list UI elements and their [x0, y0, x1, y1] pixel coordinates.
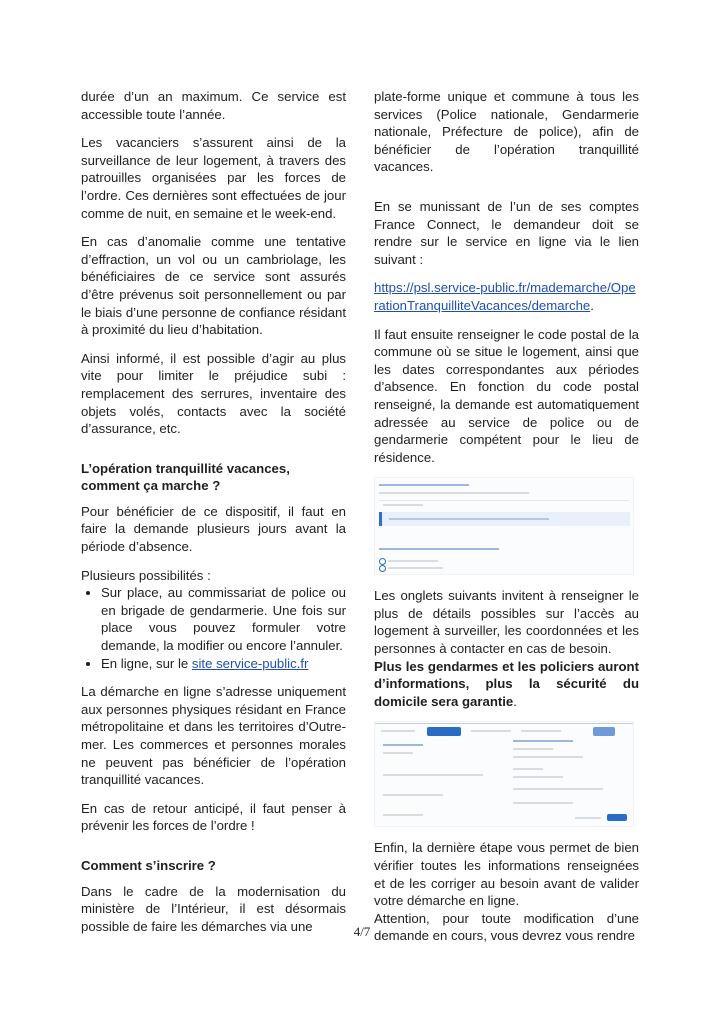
page-number: 4/7 — [353, 924, 371, 939]
left-column — [81, 88, 346, 946]
screenshot-line — [513, 802, 573, 804]
screenshot-tab — [471, 730, 511, 732]
screenshot-line — [383, 504, 423, 506]
paragraph: Pour bénéficier de ce dispositif, il faut en faire la demande plusieurs jours avant la période d’absence. — [81, 503, 346, 555]
screenshot-field — [379, 500, 629, 501]
paragraph: durée d’un an maximum. Ce service est accessible toute l’année. — [81, 89, 346, 122]
section-heading: Comment s’inscrire ? — [81, 857, 216, 873]
highlight-paragraph — [374, 658, 639, 711]
screenshot-line — [389, 518, 549, 520]
paragraph: Les vacanciers s’assurent ainsi de la surveillance de leur logement, à travers des patrouilles organisées par les forces de l’ordre. Ces dernières sont effectuées de jour comme de nuit, en semaine et le week-end. — [81, 135, 346, 221]
screenshot-divider — [375, 723, 633, 724]
screenshot-line — [575, 817, 601, 819]
list-item-text: En ligne, sur le — [101, 655, 192, 671]
link-paragraph — [374, 279, 639, 314]
screenshot-active-tab — [427, 727, 461, 736]
screenshot-line — [383, 814, 423, 816]
highlight-end: . — [513, 693, 517, 709]
screenshot-line — [379, 484, 469, 486]
screenshot-line — [513, 740, 573, 742]
screenshot-tab — [381, 730, 415, 732]
screenshot-line — [379, 492, 529, 494]
screenshot-line — [513, 776, 563, 778]
screenshot-line — [383, 774, 483, 776]
screenshot-tab — [593, 727, 615, 736]
paragraph: La démarche en ligne s’adresse uniquement aux personnes physiques résidant en France métropolitaine et dans les territoires d’Outre-mer. Les commerces et personnes morales ne peuvent pas bénéficier de l’opération tranquillité vacances. — [81, 684, 346, 788]
otv-demarche-link[interactable]: https://psl.service-public.fr/mademarche/OperationTranquilliteVacances/demarche — [374, 280, 636, 313]
screenshot-line — [513, 756, 583, 758]
screenshot-line — [388, 567, 443, 569]
paragraph: Les onglets suivants invitent à renseigner le plus de détails possibles sur l’accès au logement à surveiller, les coordonnées et les personnes à contacter en cas de besoin. — [374, 588, 639, 657]
options-list — [81, 584, 346, 672]
paragraph: Enfin, la dernière étape vous permet de bien vérifier toutes les informations renseignées et de les corriger au besoin avant de valider votre démarche en ligne. — [374, 840, 639, 909]
right-column — [374, 88, 639, 956]
paragraph: Attention, pour toute modification d’une demande en cours, vous devrez vous rendre — [374, 910, 639, 944]
paragraph: En cas d’anomalie comme une tentative d’effraction, un vol ou un cambriolage, les bénéficiaires de ce service sont assurés d’être prévenus soit personnellement ou par le biais d’une personne de confiance résidant à proximité du lieu d’habitation. — [81, 234, 346, 338]
screenshot-line — [379, 548, 499, 550]
screenshot-line — [513, 748, 553, 750]
service-public-link[interactable]: site service-public.fr — [191, 655, 309, 671]
screenshot-tab — [521, 730, 561, 732]
screenshot-radio — [379, 558, 386, 565]
screenshot-line — [388, 560, 438, 562]
paragraph: Plusieurs possibilités : — [81, 567, 211, 583]
screenshot-line — [513, 788, 603, 790]
paragraph: plate-forme unique et commune à tous les services (Police nationale, Gendarmerie nationale, Préfecture de police), afin de bénéficier de l’opération tranquillité vacances. — [374, 89, 639, 175]
form-screenshot — [374, 477, 634, 575]
screenshot-next-button — [607, 814, 627, 821]
screenshot-radio — [379, 565, 386, 572]
screenshot-line — [513, 768, 543, 770]
highlight-text: Plus les gendarmes et les policiers auront d’informations, plus la sécurité du domicile sera garantie — [374, 658, 639, 709]
paragraph: Ainsi informé, il est possible d’agir au plus vite pour limiter le préjudice subi : remplacement des serrures, inventaire des objets volés, contacts avec la société d’assurance, etc. — [81, 350, 346, 437]
steps-screenshot — [374, 721, 634, 827]
paragraph: En se munissant de l’un de ses comptes France Connect, le demandeur doit se rendre sur le service en ligne via le lien suivant : — [374, 198, 639, 267]
paragraph: Il faut ensuite renseigner le code postal de la commune où se situe le logement, ainsi que les dates correspondantes aux périodes d’absence. En fonction du code postal renseigné, la demande est automatiquement adressée au service de police ou de gendarmerie compétent pour le lieu de résidence. — [374, 326, 639, 465]
paragraph: En cas de retour anticipé, il faut penser à prévenir les forces de l’ordre ! — [81, 800, 346, 834]
screenshot-line — [383, 794, 443, 796]
section-heading: L’opération tranquillité vacances, comment ça marche ? — [81, 460, 290, 494]
link-suffix: . — [590, 297, 594, 313]
list-item — [101, 655, 346, 673]
paragraph: Dans le cadre de la modernisation du ministère de l’Intérieur, il est désormais possible de faire les démarches via une — [81, 883, 346, 934]
list-item: • Sur place, au commissariat de police ou en brigade de gendarmerie. Une fois sur place vous pouvez formuler votre demande, la modifier ou encore l’annuler. — [101, 584, 346, 654]
screenshot-line — [383, 752, 413, 754]
screenshot-line — [383, 744, 423, 746]
